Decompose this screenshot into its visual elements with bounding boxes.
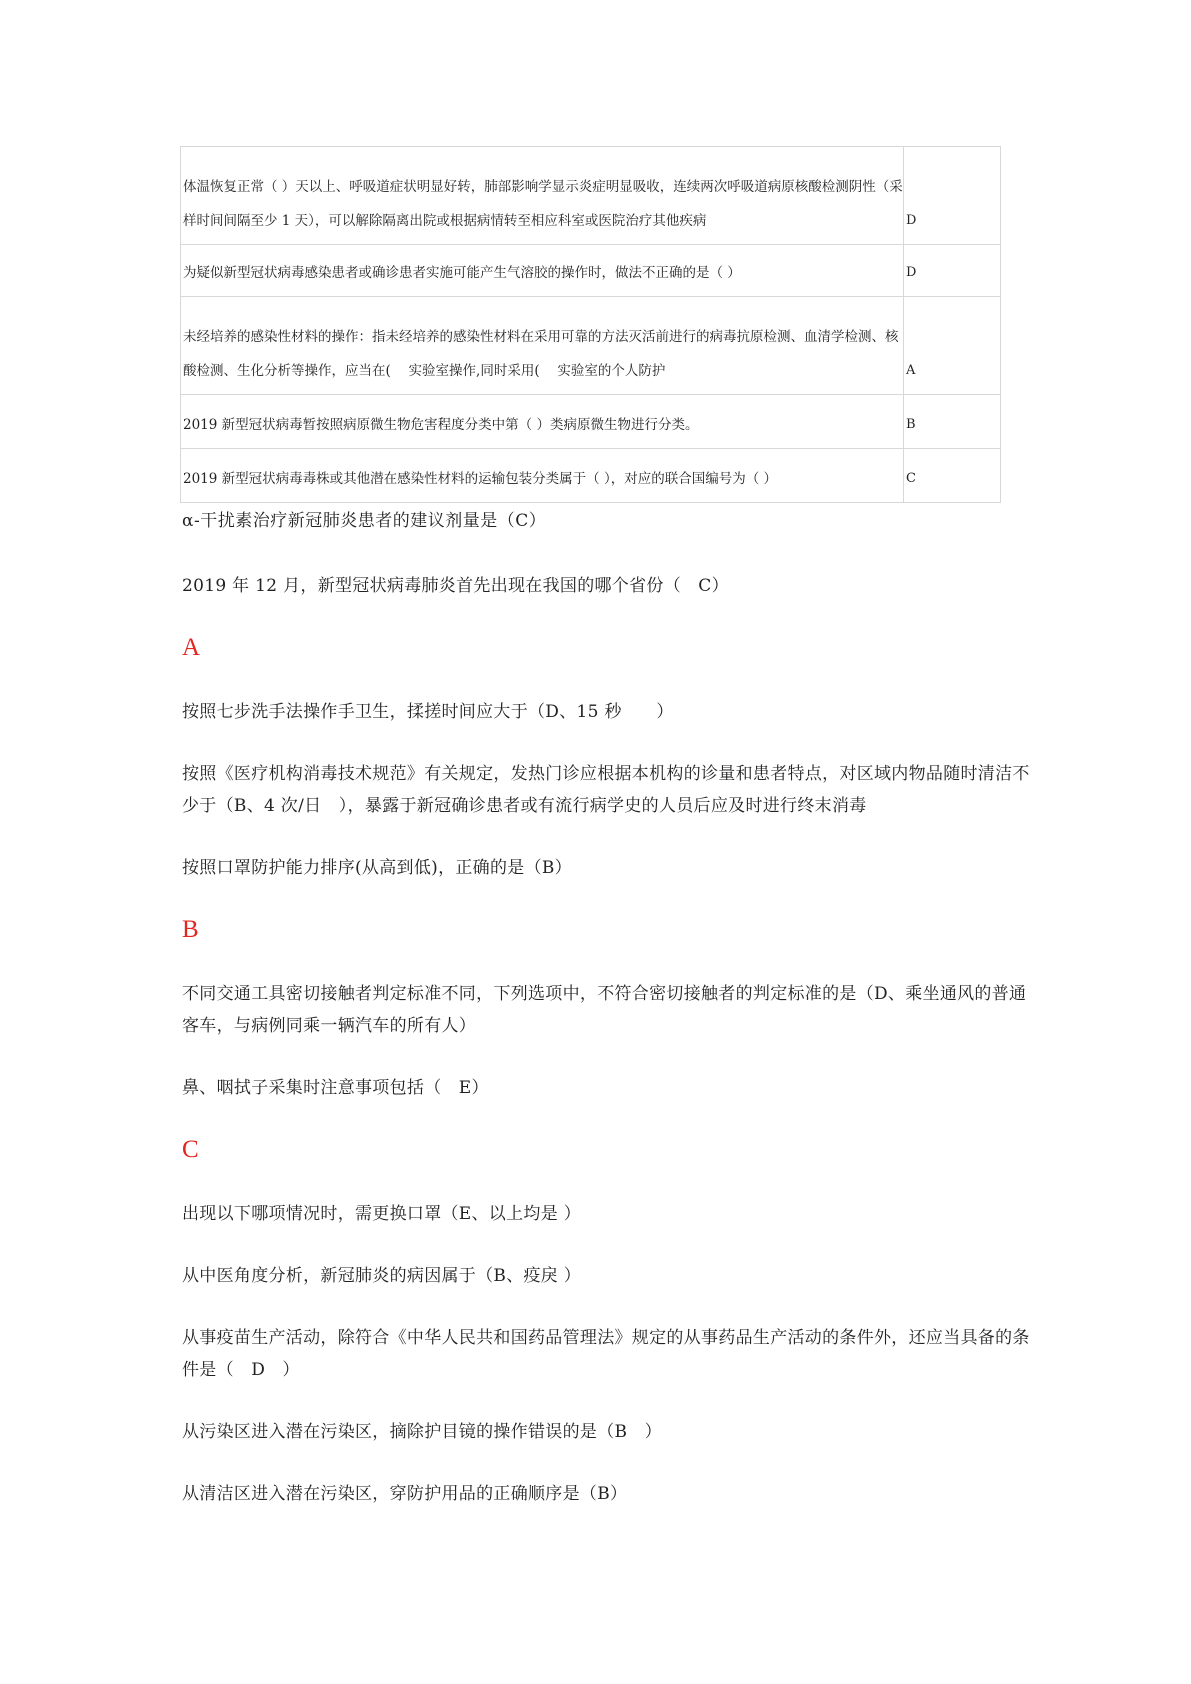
question-cell: 未经培养的感染性材料的操作：指未经培养的感染性材料在采用可靠的方法灭活前进行的病毒抗原检测、血清学检测、核酸检测、生化分析等操作，应当在( 实验室操作,同时采用( 实验室的个人防护 xyxy=(181,297,904,395)
list-item: 不同交通工具密切接触者判定标准不同，下列选项中，不符合密切接触者的判定标准的是（D、乘坐通风的普通客车，与病例同乘一辆汽车的所有人） xyxy=(182,984,1027,1036)
document-body xyxy=(182,508,1042,1540)
question-cell: 体温恢复正常（ ）天以上、呼吸道症状明显好转，肺部影响学显示炎症明显吸收，连续两次呼吸道病原核酸检测阴性（采样时间间隔至少 1 天），可以解除隔离出院或根据病情转至相应科室或医院治疗其他疾病 xyxy=(181,147,904,245)
intro-line: 2019 年 12 月，新型冠状病毒肺炎首先出现在我国的哪个省份（ C） xyxy=(182,576,729,596)
section-b xyxy=(182,914,1042,1104)
list-item: 出现以下哪项情况时，需更换口罩（E、以上均是 ） xyxy=(182,1204,582,1224)
section-heading: B xyxy=(182,916,199,943)
section-heading: C xyxy=(182,1136,199,1163)
answer-cell: B xyxy=(904,395,1001,449)
list-item: 按照口罩防护能力排序(从高到低)，正确的是（B） xyxy=(182,858,572,878)
answer-cell: A xyxy=(904,297,1001,395)
table-row xyxy=(181,147,1001,245)
section-c xyxy=(182,1134,1042,1510)
list-item: 按照《医疗机构消毒技术规范》有关规定，发热门诊应根据本机构的诊量和患者特点，对区域内物品随时清洁不少于（B、4 次/日 ），暴露于新冠确诊患者或有流行病学史的人员后应及时进行终末消毒 xyxy=(182,764,1030,816)
list-item: 从清洁区进入潜在污染区，穿防护用品的正确顺序是（B） xyxy=(182,1484,628,1504)
table-row xyxy=(181,449,1001,503)
question-cell: 为疑似新型冠状病毒感染患者或确诊患者实施可能产生气溶胶的操作时，做法不正确的是（ ） xyxy=(181,245,904,297)
list-item: 从事疫苗生产活动，除符合《中华人民共和国药品管理法》规定的从事药品生产活动的条件外，还应当具备的条件是（ D ） xyxy=(182,1328,1030,1380)
list-item: 鼻、咽拭子采集时注意事项包括（ E） xyxy=(182,1078,489,1098)
answer-cell: D xyxy=(904,147,1001,245)
intro-line: α-干扰素治疗新冠肺炎患者的建议剂量是（C） xyxy=(182,511,547,531)
list-item: 按照七步洗手法操作手卫生，揉搓时间应大于（D、15 秒 ） xyxy=(182,702,674,722)
question-cell: 2019 新型冠状病毒暂按照病原微生物危害程度分类中第（ ）类病原微生物进行分类。 xyxy=(181,395,904,449)
table-row xyxy=(181,245,1001,297)
list-item: 从中医角度分析，新冠肺炎的病因属于（B、疫戾 ） xyxy=(182,1266,582,1286)
answer-cell: C xyxy=(904,449,1001,503)
table-row xyxy=(181,395,1001,449)
section-heading: A xyxy=(182,634,201,661)
answer-cell: D xyxy=(904,245,1001,297)
qa-table xyxy=(180,146,1001,503)
list-item: 从污染区进入潜在污染区，摘除护目镜的操作错误的是（B ） xyxy=(182,1422,662,1442)
section-a xyxy=(182,632,1042,884)
question-cell: 2019 新型冠状病毒毒株或其他潜在感染性材料的运输包装分类属于（ ），对应的联合国编号为（ ） xyxy=(181,449,904,503)
table-row xyxy=(181,297,1001,395)
